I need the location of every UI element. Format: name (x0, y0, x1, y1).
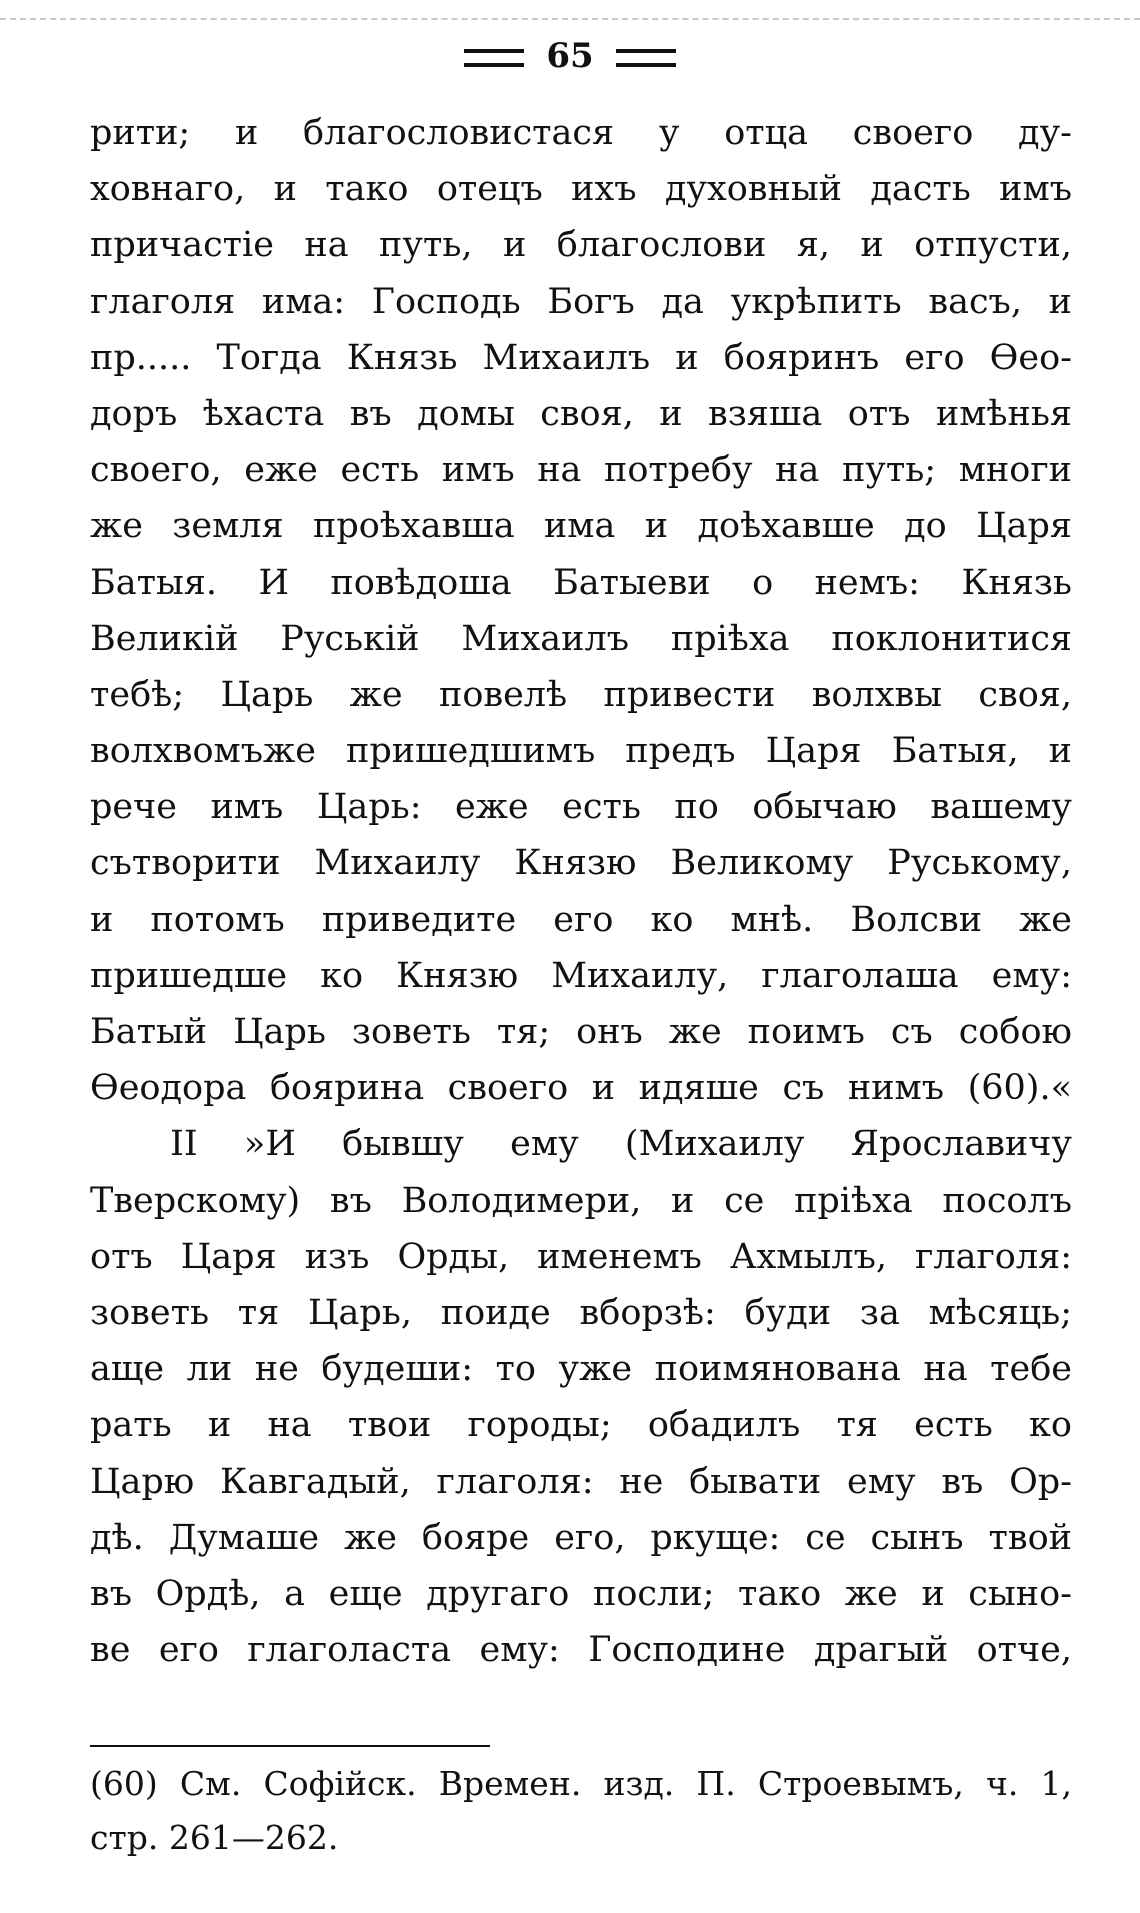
footnote-line: стр. 261—262. (90, 1818, 339, 1857)
text-line: и потомъ приведите его ко мнѣ. Волсви же (90, 899, 1072, 940)
text-line: причастіе на путь, и благослови я, и отпусти, (90, 225, 1072, 266)
text-line-paragraph-start: II »И бывшу ему (Михаилу Ярославичу (170, 1124, 1072, 1165)
main-text (90, 105, 1072, 1678)
text-line: Батый Царь зоветь тя; онъ же поимъ съ собою (90, 1012, 1072, 1052)
text-line: зоветь тя Царь, поиде вборзѣ: буди за мѣсяць; (90, 1292, 1072, 1333)
text-line: доръ ѣхаста въ домы своя, и взяша отъ имѣнья (90, 393, 1072, 434)
text-line: ховнаго, и тако отецъ ихъ духовный дасть имъ (90, 169, 1072, 210)
text-line: Ѳеодора боярина своего и идяше съ нимъ (60).« (90, 1068, 1072, 1109)
text-line: пр..... Тогда Князь Михаилъ и бояринъ его Ѳео- (90, 337, 1072, 378)
footnote-divider (90, 1745, 490, 1747)
header-rule-right (616, 49, 676, 67)
text-line: пришедше ко Князю Михаилу, глаголаша ему: (90, 955, 1072, 996)
page-top-edge (0, 18, 1140, 20)
footnote-line: (60) См. Софійск. Времен. изд. П. Строевымъ, ч. 1, (90, 1764, 1072, 1803)
footnote (90, 1757, 1072, 1865)
text-line: рече имъ Царь: еже есть по обычаю вашему (90, 787, 1072, 828)
text-line: глаголя има: Господь Богъ да укрѣпить васъ, и (90, 281, 1072, 322)
text-line: Царю Кавгадый, глаголя: не бывати ему въ Ор- (90, 1461, 1072, 1502)
page-number: 65 (546, 36, 594, 76)
text-line: Тверскому) въ Володимери, и се пріѣха посолъ (90, 1180, 1072, 1221)
text-line: въ Ордѣ, а еще другаго посли; тако же и сыно- (90, 1573, 1072, 1614)
text-line: дѣ. Думаше же бояре его, ркуще: се сынъ твой (90, 1517, 1072, 1558)
text-line: Великій Руській Михаилъ пріѣха поклонитися (90, 618, 1072, 659)
text-line: волхвомъже пришедшимъ предъ Царя Батыя, и (90, 731, 1072, 772)
text-line: рать и на твои городы; обадилъ тя есть ко (90, 1405, 1072, 1446)
text-line: тебѣ; Царь же повелѣ привести волхвы своя, (90, 674, 1072, 715)
text-line: же земля проѣхавша има и доѣхавше до Царя (90, 506, 1072, 547)
text-line: ве его глаголаста ему: Господине драгый отче, (90, 1630, 1072, 1671)
text-line: рити; и благословистася у отца своего ду- (90, 113, 1072, 153)
text-line: своего, еже есть имъ на потребу на путь; многи (90, 450, 1072, 491)
header-rule-left (464, 49, 524, 67)
text-line: аще ли не будеши: то уже поимянована на тебе (90, 1349, 1072, 1390)
text-line: сътворити Михаилу Князю Великому Руському, (90, 843, 1072, 884)
page-header (0, 34, 1140, 78)
text-line: отъ Царя изъ Орды, именемъ Ахмылъ, глаголя: (90, 1236, 1072, 1277)
text-line: Батыя. И повѣдоша Батыеви о немъ: Князь (90, 562, 1072, 603)
